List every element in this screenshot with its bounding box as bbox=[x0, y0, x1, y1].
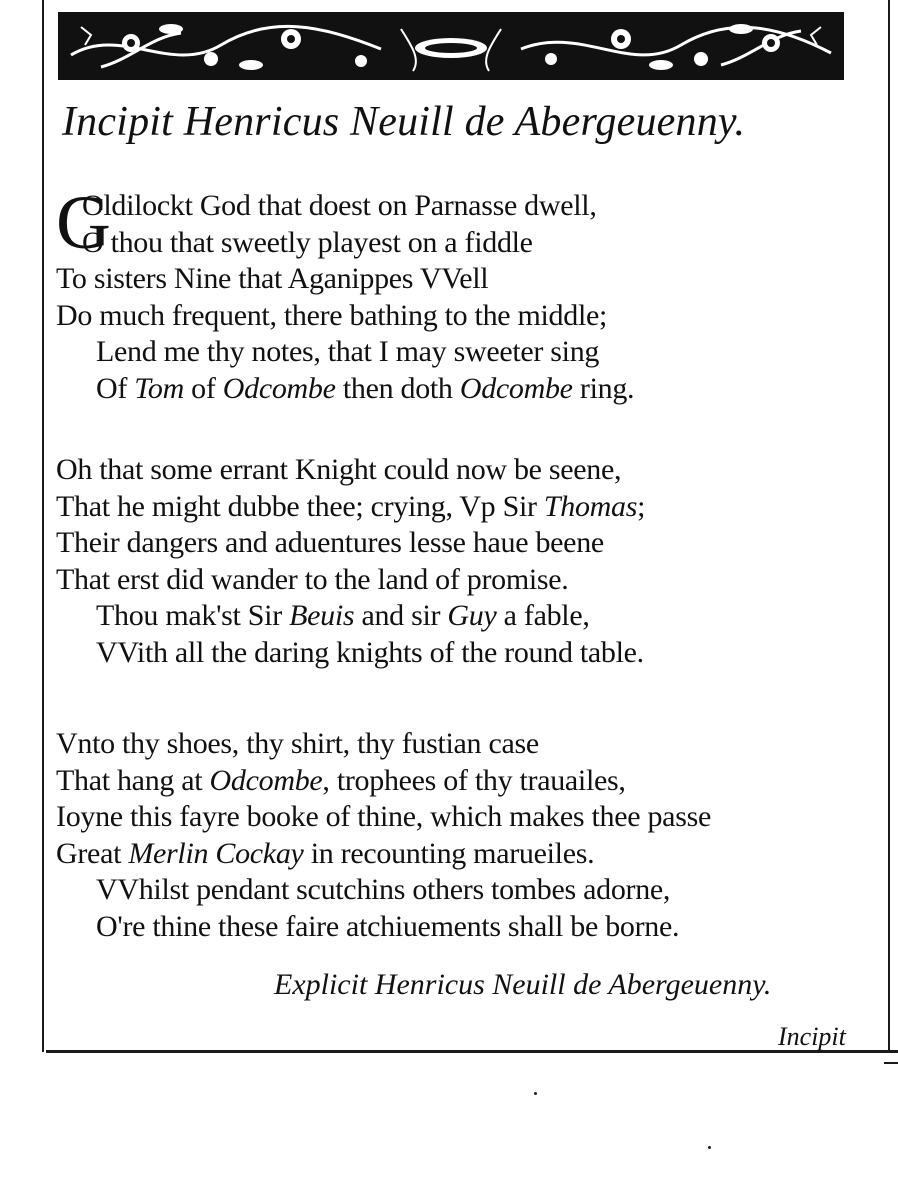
stanza-3 bbox=[56, 726, 886, 945]
page-border-bottom bbox=[46, 1050, 898, 1053]
verse-italic: Thomas bbox=[543, 489, 638, 523]
verse-line: Their dangers and aduentures lesse haue beene bbox=[56, 526, 604, 559]
verse-text: in recounting marueiles. bbox=[303, 836, 595, 870]
page-border-bottom-tail bbox=[884, 1062, 898, 1064]
verse-line: Do much frequent, there bathing to the middle; bbox=[56, 298, 608, 332]
drop-cap: G bbox=[56, 181, 111, 265]
verse-text: That hang at bbox=[56, 763, 210, 797]
verse-line: VVhilst pendant scutchins others tombes adorne, bbox=[96, 873, 671, 906]
verse-line: O're thine these faire atchiuements shall be borne. bbox=[96, 909, 680, 943]
print-speck bbox=[534, 1092, 537, 1095]
verse-italic: Odcombe bbox=[209, 763, 323, 797]
verse-italic: Tom bbox=[134, 371, 184, 405]
verse-text: ring. bbox=[572, 371, 635, 405]
verse-text: then doth bbox=[335, 371, 460, 405]
verse-line bbox=[56, 836, 886, 873]
verse-line: Lend me thy notes, that I may sweeter sing bbox=[96, 335, 600, 368]
verse-italic: Beuis bbox=[289, 599, 355, 632]
poem-title: Incipit Henricus Neuill de Abergeuenny. bbox=[62, 99, 746, 145]
verse-line: Oh that some errant Knight could now be seene, bbox=[56, 453, 622, 486]
page-border-right bbox=[888, 0, 890, 1052]
floral-headpiece-ornament-icon bbox=[58, 12, 844, 80]
verse-text: Thou mak'st Sir bbox=[96, 599, 290, 632]
stanza-2 bbox=[56, 452, 886, 671]
verse-line: To sisters Nine that Aganippes VVell bbox=[56, 262, 489, 295]
stanza-1 bbox=[56, 181, 886, 407]
explicit-colophon: Explicit Henricus Neuill de Abergeuenny. bbox=[274, 968, 772, 1001]
verse-line: That erst did wander to the land of promise. bbox=[56, 562, 569, 596]
verse-text: , trophees of thy trauailes, bbox=[322, 763, 626, 797]
verse-line: O thou that sweetly playest on a fiddle bbox=[82, 225, 533, 259]
verse-text: Of bbox=[96, 371, 135, 405]
page-border-left bbox=[42, 0, 44, 1052]
verse-text: a fable, bbox=[496, 599, 590, 632]
verse-text: Great bbox=[56, 836, 129, 870]
verse-text: of bbox=[183, 371, 223, 405]
verse-line bbox=[56, 763, 886, 800]
verse-line bbox=[56, 371, 886, 408]
verse-text: and sir bbox=[354, 599, 448, 632]
verse-text: That he might dubbe thee; crying, Vp Sir bbox=[56, 489, 544, 523]
verse-italic: Odcombe bbox=[222, 371, 336, 405]
verse-line: Vnto thy shoes, thy shirt, thy fustian case bbox=[56, 727, 539, 760]
verse-italic: Odcombe bbox=[459, 371, 573, 405]
verse-line: Ioyne this fayre booke of thine, which makes thee passe bbox=[56, 800, 711, 833]
catchword: Incipit bbox=[778, 1022, 846, 1051]
verse-italic: Merlin Cockay bbox=[128, 836, 304, 870]
verse-line bbox=[56, 489, 886, 526]
verse-line: VVith all the daring knights of the round table. bbox=[96, 635, 644, 669]
verse-line: Oldilockt God that doest on Parnasse dwell, bbox=[82, 189, 597, 222]
verse-text: ; bbox=[637, 489, 646, 523]
verse-italic: Guy bbox=[447, 599, 497, 632]
verse-line bbox=[56, 598, 886, 635]
print-speck bbox=[708, 1146, 711, 1149]
